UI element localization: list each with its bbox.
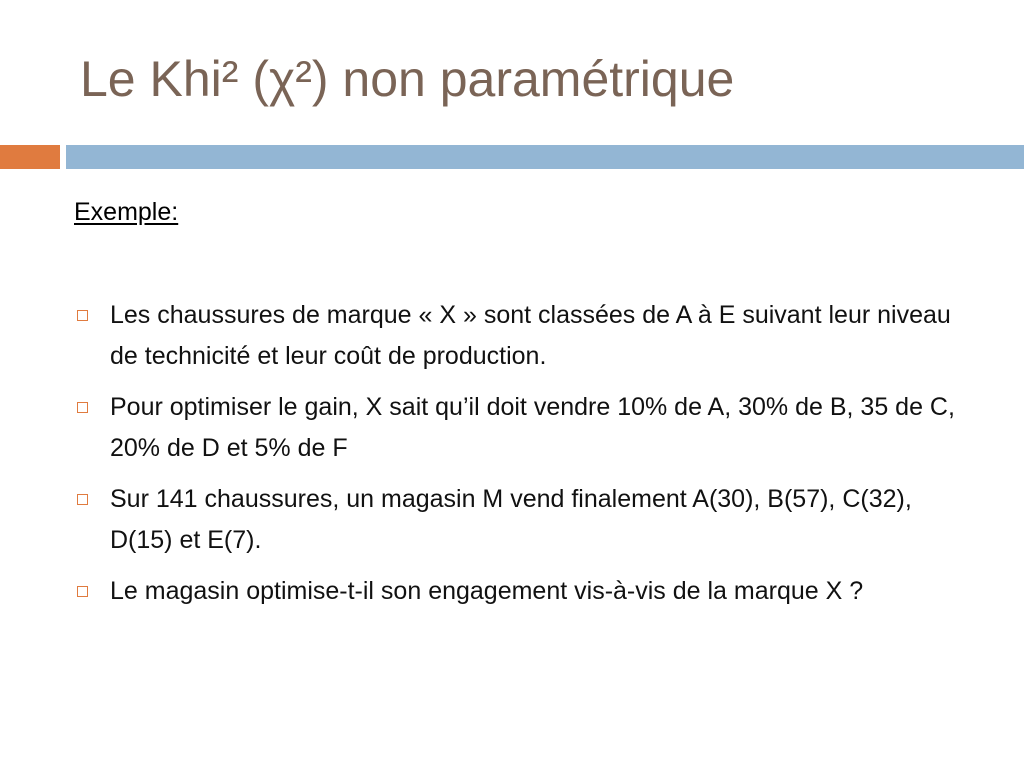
slide-title: Le Khi² (χ²) non paramétrique xyxy=(80,51,735,107)
example-heading: Exemple: xyxy=(74,198,179,226)
bullet-item xyxy=(74,295,974,377)
bullet-item xyxy=(74,387,974,469)
bullet-text: Sur 141 chaussures, un magasin M vend finalement A(30), B(57), C(32), D(15) et E(7). xyxy=(110,485,912,554)
bullet-item xyxy=(74,571,974,612)
accent-bar-orange xyxy=(0,145,60,169)
square-bullet-icon xyxy=(74,295,110,336)
bullet-text: Le magasin optimise-t-il son engagement vis-à-vis de la marque X ? xyxy=(110,577,864,605)
bullet-item xyxy=(74,479,974,561)
bullet-text: Pour optimiser le gain, X sait qu’il doit vendre 10% de A, 30% de B, 35 de C, 20% de D et 5% de F xyxy=(110,393,955,462)
bullet-list xyxy=(74,295,974,622)
square-bullet-icon xyxy=(74,571,110,612)
square-bullet-icon xyxy=(74,479,110,520)
square-bullet-icon xyxy=(74,387,110,428)
bullet-text: Les chaussures de marque « X » sont classées de A à E suivant leur niveau de technicité et leur coût de production. xyxy=(110,301,951,370)
accent-bar-blue xyxy=(66,145,1024,169)
